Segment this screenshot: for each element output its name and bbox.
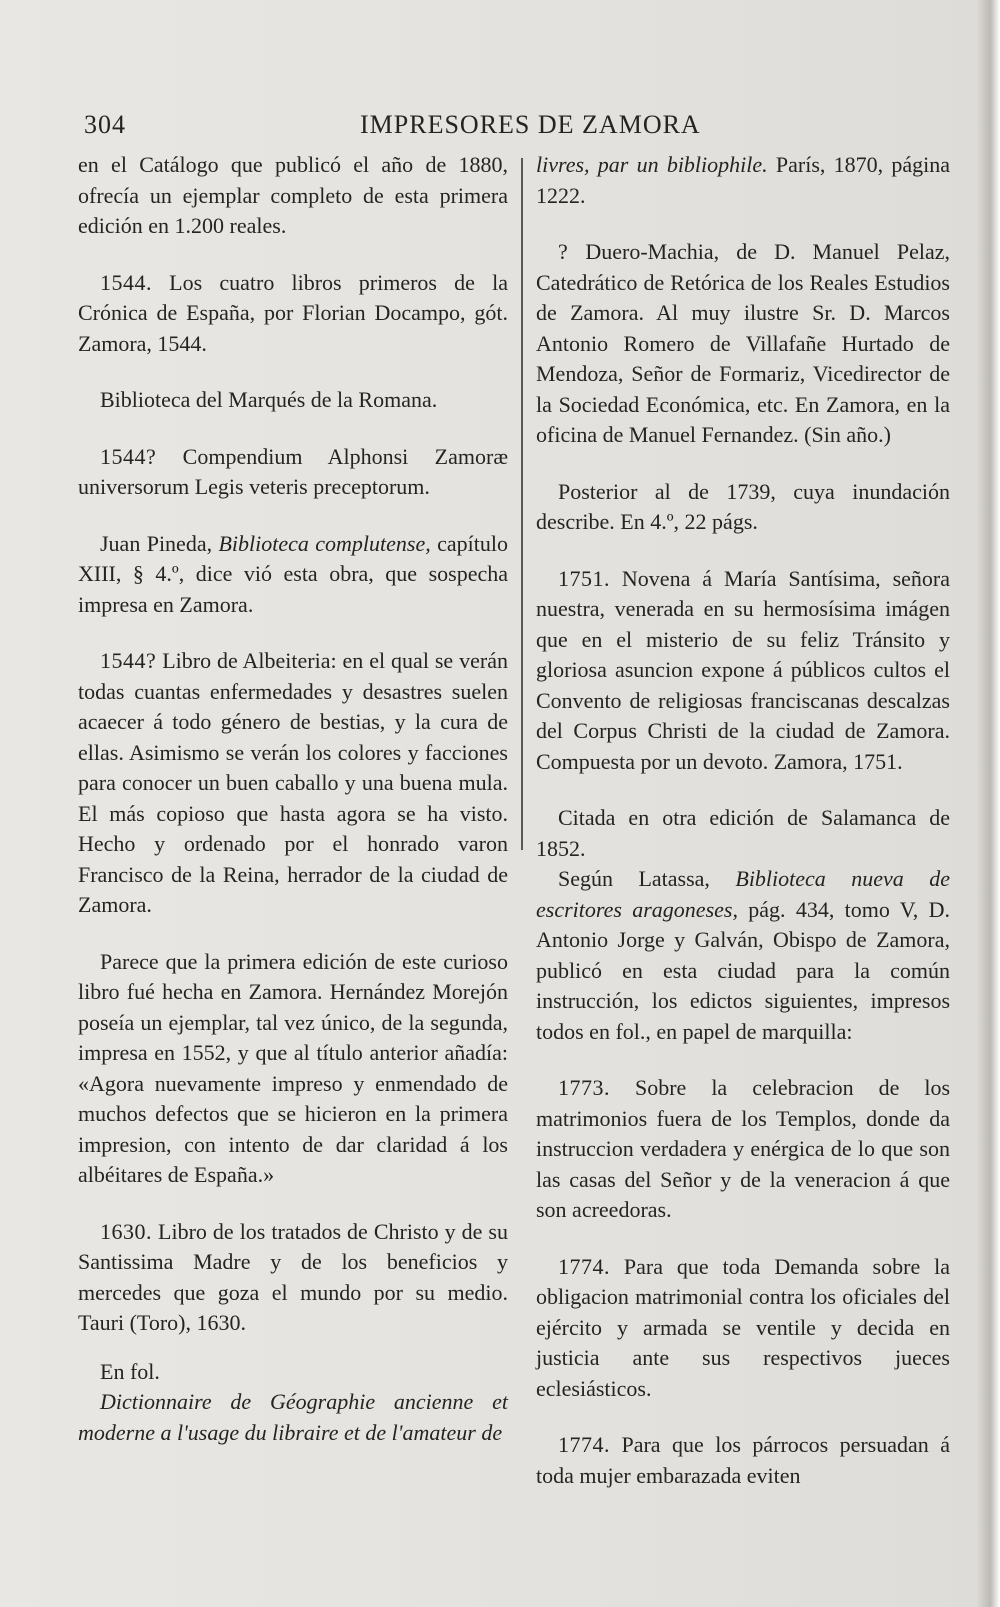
paragraph [78,947,508,1191]
paragraph [536,477,950,538]
entry-year: 1544? [100,443,157,469]
paragraph-text: Biblioteca del Marqués de la Romana. [100,387,438,412]
entry-year: 1751. [558,565,610,591]
entry-text: Libro de los tratados de Christo y de su Santissima Madre y de los beneficios y mercedes que goza el mundo por su medio. Tauri (Toro), 1630. [78,1218,508,1335]
paragraph [78,1357,508,1388]
catalog-entry [536,564,950,778]
page-edge-shadow [976,0,1000,1607]
book-title: Biblioteca complutense, [218,530,431,556]
catalog-entry [78,268,508,360]
entry-text: Compendium Alphonsi Zamoræ universorum Legis veteris preceptorum. [78,443,508,499]
entry-year: 1544. [100,269,152,295]
paragraph [536,803,950,864]
page-number: 304 [84,110,126,139]
entry-year: 1774. [558,1432,610,1457]
paragraph [78,529,508,621]
book-title: livres, par un bibliophile. [536,152,768,177]
paragraph [78,1387,508,1448]
entry-year: 1630. [100,1218,152,1244]
entry-text: Duero-Machia, de D. Manuel Pelaz, Catedrático de Retórica de los Reales Estudios de Zamora. Al muy ilustre Sr. D. Marcos Antonio Romero de Villafañe Hurtado de Mendoza, Señor de Formariz, Vicedirector de la Sociedad Económica, etc. En Zamora, en la oficina de Manuel Fernandez. (Sin año.) [536,239,950,447]
catalog-entry [536,237,950,451]
catalog-entry [78,1217,508,1339]
entry-year: 1544? [100,648,157,673]
entry-text: Para que los párrocos persuadan á toda mujer embarazada eviten [536,1432,950,1488]
page-header [84,110,701,142]
catalog-entry [536,1073,950,1226]
paragraph-text: pág. 434, tomo V, D. Antonio Jorge y Galván, Obispo de Zamora, publicó en esta ciudad para la común instrucción, los edictos siguientes, impresos todos en fol., en papel de marquilla: [536,896,950,1044]
book-title: Dictionnaire de Géographie ancienne et moderne a l'usage du libraire et de l'amateur de [78,1389,508,1445]
catalog-entry [536,1252,950,1405]
left-column [78,150,508,1448]
paragraph-text: París, 1870, página 1222. [536,152,950,208]
entry-text: Para que toda Demanda sobre la obligacion matrimonial contra los oficiales del ejército y armada se ventile y decida en justicia ante sus respectivos jueces eclesiásticos. [536,1253,950,1401]
entry-text: Novena á María Santísima, señora nuestra, venerada en su hermosísima imágen que en el misterio de su feliz Tránsito y gloriosa asuncion expone á públicos cultos el Convento de religiosas franciscanas descalzas del Corpus Christi de la ciudad de Zamora. Compuesta por un devoto. Zamora, 1751. [536,565,950,774]
paragraph-text: Juan Pineda, [100,530,219,556]
paragraph [536,864,950,1047]
paragraph-text: Posterior al de 1739, cuya inundación describe. En 4.º, 22 págs. [536,478,950,534]
paragraph-text: en el Catálogo que publicó el año de 1880, ofrecía un ejemplar completo de esta primera edición en 1.200 reales. [78,152,508,238]
book-title: Biblioteca nueva de escritores aragoneses, [536,866,950,922]
paragraph-text: En fol. [100,1358,160,1384]
paragraph [78,150,508,242]
entry-text: Los cuatro libros primeros de la Crónica de España, por Florian Docampo, gót. Zamora, 1544. [78,269,508,356]
entry-year: 1773. [558,1075,610,1100]
catalog-entry [78,442,508,503]
entry-year: ? [558,239,569,264]
running-title: IMPRESORES DE ZAMORA [360,110,701,139]
catalog-entry [78,646,508,921]
entry-text: Libro de Albeiteria: en el qual se verán todas cuantas enfermedades y desastres suelen acaecer á todo género de bestias, y la cura de ellas. Asimismo se verán los colores y facciones para conocer un buen caballo y una buena mula. El más copioso que hasta agora se ha visto. Hecho y ordenado por el honrado varon Francisco de la Reina, herrador de la ciudad de Zamora. [78,648,508,917]
column-divider [521,158,523,850]
entry-text: Sobre la celebracion de los matrimonios fuera de los Templos, donde da instruccion verdadera y enérgica de lo que son las casas del Señor y de la veneracion á que son acreedoras. [536,1075,950,1222]
paragraph-text: Según Latassa, [558,866,736,891]
paragraph [536,150,950,211]
right-column [536,150,950,1491]
paragraph-text: capítulo XIII, § 4.º, dice vió esta obra, que sospecha impresa en Zamora. [78,530,508,617]
paragraph-text: Parece que la primera edición de este curioso libro fué hecha en Zamora. Hernández Morejón poseía un ejemplar, tal vez único, de la segunda, impresa en 1552, y que al título anterior añadía: «Agora nuevamente impreso y enmendado de muchos defectos que se hicieron en la primera impresion, con intento de dar claridad á los albéitares de España.» [78,948,508,1187]
paragraph-text: Citada en otra edición de Salamanca de 1852. [536,805,950,861]
entry-year: 1774. [558,1253,610,1279]
catalog-entry [536,1430,950,1491]
paragraph [78,385,508,416]
